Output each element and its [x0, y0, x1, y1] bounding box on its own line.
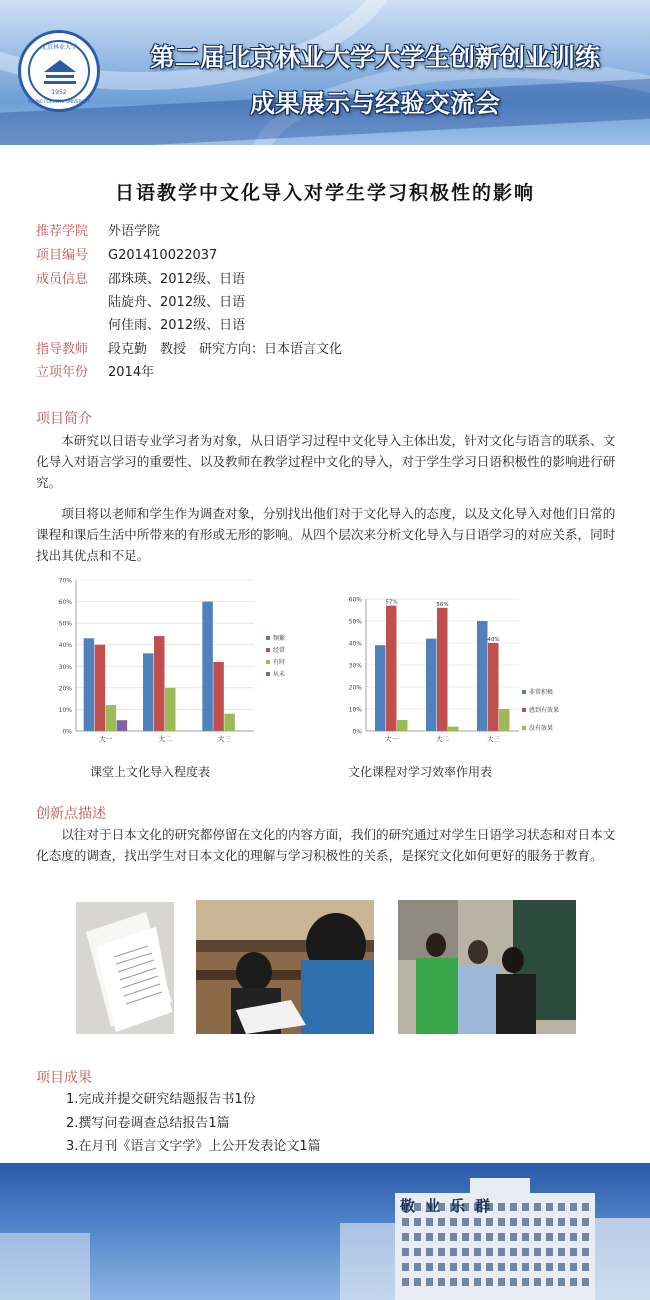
building-window — [558, 1233, 565, 1241]
y-tick-label: 0% — [352, 728, 362, 736]
footer-campus-banner — [0, 1163, 650, 1300]
info-label: 推荐学院 — [36, 224, 89, 239]
building-window — [510, 1278, 517, 1286]
info-row — [36, 316, 245, 336]
building-window — [498, 1248, 505, 1256]
building-window — [402, 1218, 409, 1226]
building-window — [498, 1218, 505, 1226]
building-window — [450, 1248, 457, 1256]
intro-paragraph-1: 本研究以日语专业学习者为对象，从日语学习过程中文化导入主体出发，针对文化与语言的联系、文化导入对语言学习的重要性、以及教师在教学过程中文化的导入，对于学生学习日语积极性的影响进行研究。 — [36, 433, 616, 490]
building-window — [546, 1218, 553, 1226]
y-tick-label: 30% — [348, 662, 362, 670]
y-tick-label: 40% — [348, 640, 362, 648]
info-value: 段克勤 教授 研究方向：日本语言文化 — [108, 342, 343, 357]
building-window — [474, 1278, 481, 1286]
building-window — [570, 1203, 577, 1211]
building-window — [534, 1233, 541, 1241]
legend-label: 经常 — [273, 647, 286, 654]
building-window — [522, 1218, 529, 1226]
y-tick-label: 20% — [58, 685, 72, 693]
result-item: 3.在月刊《语言文字学》上公开发表论文1篇 — [66, 1139, 321, 1154]
result-item: 2.撰写问卷调查总结报告1篇 — [66, 1116, 230, 1131]
chart-classroom-culture — [54, 574, 304, 750]
y-tick-label: 20% — [348, 684, 362, 692]
bar-有时 — [165, 688, 176, 731]
result-item: 1.完成并提交研究结题报告书1份 — [66, 1092, 256, 1107]
building-window — [450, 1263, 457, 1271]
building-window — [474, 1218, 481, 1226]
data-label: 56% — [436, 601, 449, 608]
building-window — [462, 1263, 469, 1271]
building-window — [546, 1233, 553, 1241]
building-window — [558, 1203, 565, 1211]
legend-swatch — [266, 672, 270, 676]
y-tick-label: 60% — [348, 596, 362, 604]
building-window — [462, 1278, 469, 1286]
building-window — [510, 1248, 517, 1256]
y-tick-label: 60% — [58, 599, 72, 607]
building-window — [498, 1263, 505, 1271]
legend-label: 非常积极 — [529, 689, 554, 696]
building-window — [570, 1218, 577, 1226]
building-window — [438, 1248, 445, 1256]
info-label: 立项年份 — [36, 365, 89, 380]
bar-从未 — [117, 720, 128, 731]
event-title-line2: 成果展示与经验交流会 — [249, 89, 500, 118]
info-label: 指导教师 — [36, 342, 89, 357]
building-window — [582, 1263, 589, 1271]
x-tick-label: 大一 — [99, 735, 113, 743]
building-window — [546, 1248, 553, 1256]
building-window — [474, 1233, 481, 1241]
building-window — [402, 1263, 409, 1271]
bar-频繁 — [84, 638, 95, 731]
info-label: 项目编号 — [36, 248, 89, 263]
bar-有时 — [224, 714, 235, 731]
y-tick-label: 40% — [58, 642, 72, 650]
building-window — [462, 1218, 469, 1226]
info-value: G201410022037 — [108, 248, 218, 263]
legend-swatch — [266, 636, 270, 640]
bar-有时 — [106, 705, 117, 731]
building-window — [498, 1233, 505, 1241]
photo-questionnaire — [76, 902, 174, 1034]
bar-经常 — [154, 636, 165, 731]
bar-感到有效果 — [437, 608, 448, 731]
legend-label: 有时 — [273, 659, 286, 666]
chart-classroom-culture-svg — [54, 574, 304, 750]
building-window — [426, 1218, 433, 1226]
info-row — [36, 270, 245, 290]
building-window — [462, 1233, 469, 1241]
innovation-paragraph: 以往对于日本文化的研究都停留在文化的内容方面，我们的研究通过对学生日语学习状态和对日本文化态度的调查，找出学生对日本文化的理解与学习积极性的关系，是探究文化如何更好的服务于教育。 — [36, 827, 616, 863]
y-tick-label: 30% — [58, 663, 72, 671]
bar-非常积极 — [426, 639, 437, 731]
building-window — [486, 1278, 493, 1286]
legend-swatch — [266, 660, 270, 664]
building-window — [438, 1218, 445, 1226]
building-window — [582, 1248, 589, 1256]
logo-ring-bottom: BEIJING FORESTRY UNIVERSITY — [28, 99, 90, 104]
building-window — [534, 1203, 541, 1211]
bar-经常 — [213, 662, 224, 731]
y-tick-label: 0% — [62, 728, 72, 736]
info-row — [36, 340, 342, 360]
university-logo — [18, 30, 100, 112]
results-heading: 项目成果 — [36, 1070, 92, 1086]
bar-非常积极 — [477, 621, 488, 731]
chart-caption-1: 课堂上文化导入程度表 — [90, 765, 211, 779]
building-window — [426, 1263, 433, 1271]
building-window — [450, 1233, 457, 1241]
building-window — [474, 1263, 481, 1271]
legend-label: 从未 — [273, 671, 286, 678]
building-window — [522, 1248, 529, 1256]
x-tick-label: 大一 — [385, 735, 398, 743]
building-window — [570, 1248, 577, 1256]
building-window — [450, 1278, 457, 1286]
building-window — [438, 1233, 445, 1241]
building-window — [558, 1278, 565, 1286]
info-value: 邵珠瑛、2012级、日语 — [108, 272, 246, 287]
photo-students-survey — [196, 900, 374, 1034]
building-window — [498, 1278, 505, 1286]
building-window — [534, 1248, 541, 1256]
building-window — [510, 1263, 517, 1271]
bar-感到有效果 — [386, 606, 397, 731]
building-window — [402, 1233, 409, 1241]
event-title-line1: 第二届北京林业大学大学生创新创业训练 — [149, 43, 600, 72]
building-window — [414, 1248, 421, 1256]
building-window — [414, 1233, 421, 1241]
building-window — [474, 1248, 481, 1256]
bar-没有效果 — [499, 709, 510, 731]
info-value: 2014年 — [108, 365, 155, 380]
building-window — [522, 1278, 529, 1286]
building-window — [522, 1233, 529, 1241]
building-window — [426, 1248, 433, 1256]
info-value: 外语学院 — [108, 224, 161, 239]
building-window — [414, 1218, 421, 1226]
building-window — [582, 1233, 589, 1241]
building-window — [426, 1233, 433, 1241]
chart-learning-efficiency — [344, 592, 594, 752]
building-window — [522, 1263, 529, 1271]
y-tick-label: 10% — [58, 706, 72, 714]
bar-频繁 — [143, 653, 154, 731]
logo-ring-top: 北京林业大学 — [40, 44, 77, 51]
x-tick-label: 大三 — [487, 735, 500, 743]
building-window — [558, 1248, 565, 1256]
logo-year: 1952 — [51, 89, 67, 96]
building-window — [510, 1203, 517, 1211]
chart-learning-efficiency-svg — [344, 592, 594, 752]
building-window — [414, 1263, 421, 1271]
x-tick-label: 大三 — [217, 735, 231, 743]
info-row — [36, 222, 160, 242]
building-window — [486, 1218, 493, 1226]
building-window — [546, 1278, 553, 1286]
y-tick-label: 70% — [58, 577, 72, 585]
building-window — [522, 1203, 529, 1211]
building-window — [486, 1233, 493, 1241]
data-label: 40% — [487, 637, 500, 643]
footer-motto: 敬业乐群 — [400, 1197, 501, 1215]
building-window — [570, 1263, 577, 1271]
bar-频繁 — [202, 602, 213, 731]
building-window — [438, 1263, 445, 1271]
legend-swatch — [266, 648, 270, 652]
info-row — [36, 363, 154, 383]
info-row — [36, 293, 245, 313]
building-window — [438, 1278, 445, 1286]
bar-没有效果 — [448, 727, 459, 731]
y-tick-label: 10% — [348, 706, 362, 714]
info-value: 何佳雨、2012级、日语 — [108, 318, 246, 333]
legend-label: 没有效果 — [529, 725, 554, 732]
mountain-emblem-icon — [42, 58, 78, 86]
data-label: 57% — [385, 599, 398, 606]
building-window — [450, 1218, 457, 1226]
info-row — [36, 246, 217, 266]
photo-team — [398, 900, 576, 1034]
building-window — [402, 1248, 409, 1256]
building-window — [570, 1233, 577, 1241]
legend-label: 感到有效果 — [529, 707, 560, 714]
building-window — [534, 1263, 541, 1271]
building-window — [426, 1278, 433, 1286]
building-window — [546, 1203, 553, 1211]
info-value: 陆旋舟、2012级、日语 — [108, 295, 246, 310]
innovation-heading: 创新点描述 — [36, 806, 106, 822]
building-window — [414, 1278, 421, 1286]
x-tick-label: 大二 — [436, 735, 449, 743]
building-window — [534, 1218, 541, 1226]
building-window — [582, 1218, 589, 1226]
building-window — [486, 1263, 493, 1271]
building-window — [534, 1278, 541, 1286]
legend-label: 频繁 — [273, 635, 286, 642]
building-window — [510, 1218, 517, 1226]
building-window — [402, 1278, 409, 1286]
building-window — [558, 1218, 565, 1226]
bar-非常积极 — [375, 645, 386, 731]
building-window — [546, 1263, 553, 1271]
project-title: 日语教学中文化导入对学生学习积极性的影响 — [114, 182, 535, 204]
building-window — [570, 1278, 577, 1286]
legend-swatch — [522, 726, 526, 730]
bar-没有效果 — [397, 720, 408, 731]
building-window — [462, 1248, 469, 1256]
building-window — [510, 1233, 517, 1241]
bar-经常 — [95, 645, 106, 731]
intro-paragraph-2: 项目将以老师和学生作为调查对象，分别找出他们对于文化导入的态度，以及文化导入对他们日常的课程和课后生活中所带来的有形或无形的影响。从四个层次来分析文化导入与日语学习的对应关系，同时找出其优点和不足。 — [36, 506, 616, 563]
header-banner — [0, 0, 650, 145]
building-window — [582, 1203, 589, 1211]
y-tick-label: 50% — [348, 618, 362, 626]
info-label: 成员信息 — [36, 272, 89, 287]
legend-swatch — [522, 708, 526, 712]
bar-感到有效果 — [488, 643, 499, 731]
legend-swatch — [522, 690, 526, 694]
building-window — [558, 1263, 565, 1271]
intro-heading: 项目简介 — [36, 411, 92, 427]
chart-caption-2: 文化课程对学习效率作用表 — [348, 765, 493, 779]
y-tick-label: 50% — [58, 620, 72, 628]
building-window — [486, 1248, 493, 1256]
x-tick-label: 大二 — [158, 735, 172, 743]
building-window — [582, 1278, 589, 1286]
